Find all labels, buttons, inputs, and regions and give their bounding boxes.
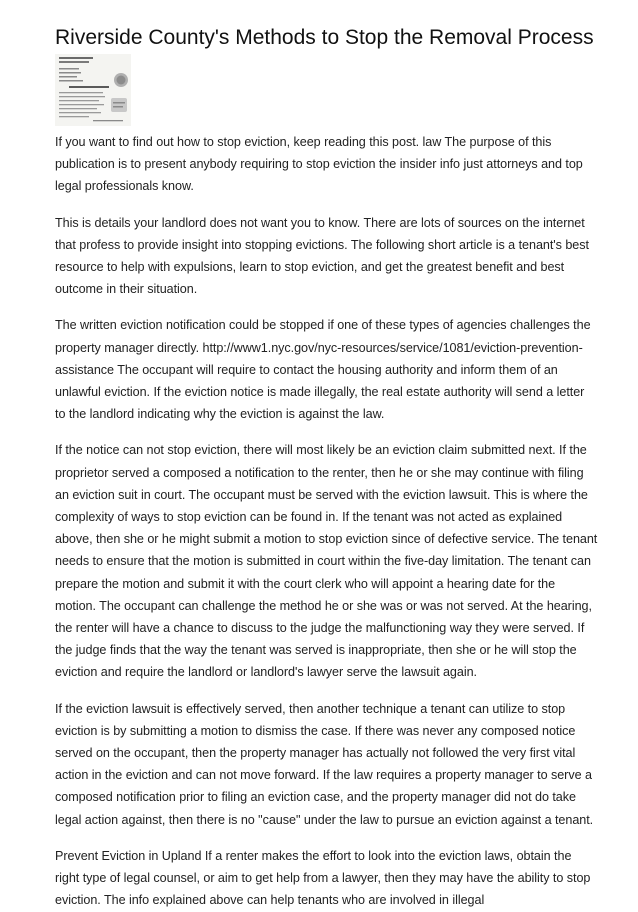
document-body	[55, 131, 598, 912]
paragraph: The written eviction notification could be stopped if one of these types of agencies challenges the property manager directly. http://www1.nyc.gov/nyc-resources/service/1081/eviction-prevention-assistance The occupant will require to contact the housing authority and inform them of an unlawful eviction. If the eviction notice is made illegally, the real estate authority will send a letter to the landlord indicating why the eviction is against the law.	[55, 318, 591, 422]
document-thumbnail-image	[55, 54, 131, 126]
paragraph: Prevent Eviction in Upland If a renter makes the effort to look into the eviction laws, obtain the right type of legal counsel, or aim to get help from a lawyer, then they may have the ability to stop eviction. The info explained above can help tenants who are involved in illegal	[55, 848, 591, 908]
paragraph: If you want to find out how to stop eviction, keep reading this post. law The purpose of this publication is to present anybody requiring to stop eviction the insider info just attorneys and top legal professionals know.	[55, 135, 583, 194]
paragraph: If the eviction lawsuit is effectively served, then another technique a tenant can utilize to stop eviction is by submitting a motion to dismiss the case. If there was never any composed notice served on the occupant, then the property manager has actually not followed the very first vital action in the eviction and can not move forward. If the law requires a property manager to serve a composed notification prior to filing an eviction case, and the property manager did not do take legal action against, then there is no "cause" under the law to pursue an eviction against a tenant.	[55, 701, 594, 827]
paragraph: If the notice can not stop eviction, there will most likely be an eviction claim submitted next. If the proprietor served a composed a notification to the renter, then he or she may continue with filing an eviction suit in court. The occupant must be served with the eviction lawsuit. This is where the complexity of ways to stop eviction can be found in. If the tenant was not acted as explained above, then she or he might submit a motion to stop eviction since of defective service. The tenant needs to ensure that the motion is submitted in court within the five-day limitation. The tenant can prepare the motion and submit it with the court clerk who will appoint a hearing date for the motion. The occupant can challenge the method he or she was or was not served. At the hearing, the renter will have a chance to discuss to the judge the malfunctioning way they were served. If the judge finds that the way the tenant was served is inappropriate, then she or he will stop the eviction and require the landlord or landlord's lawyer serve the lawsuit again.	[55, 443, 598, 680]
paragraph: This is details your landlord does not want you to know. There are lots of sources on the internet that profess to provide insight into stopping evictions. The following short article is a tenant's best resource to help with expulsions, learn to stop eviction, and get the greatest benefit and best outcome in their situation.	[55, 215, 589, 297]
scanned-notice-graphic	[55, 54, 131, 126]
document-title: Riverside County's Methods to Stop the Removal Process	[55, 26, 594, 49]
